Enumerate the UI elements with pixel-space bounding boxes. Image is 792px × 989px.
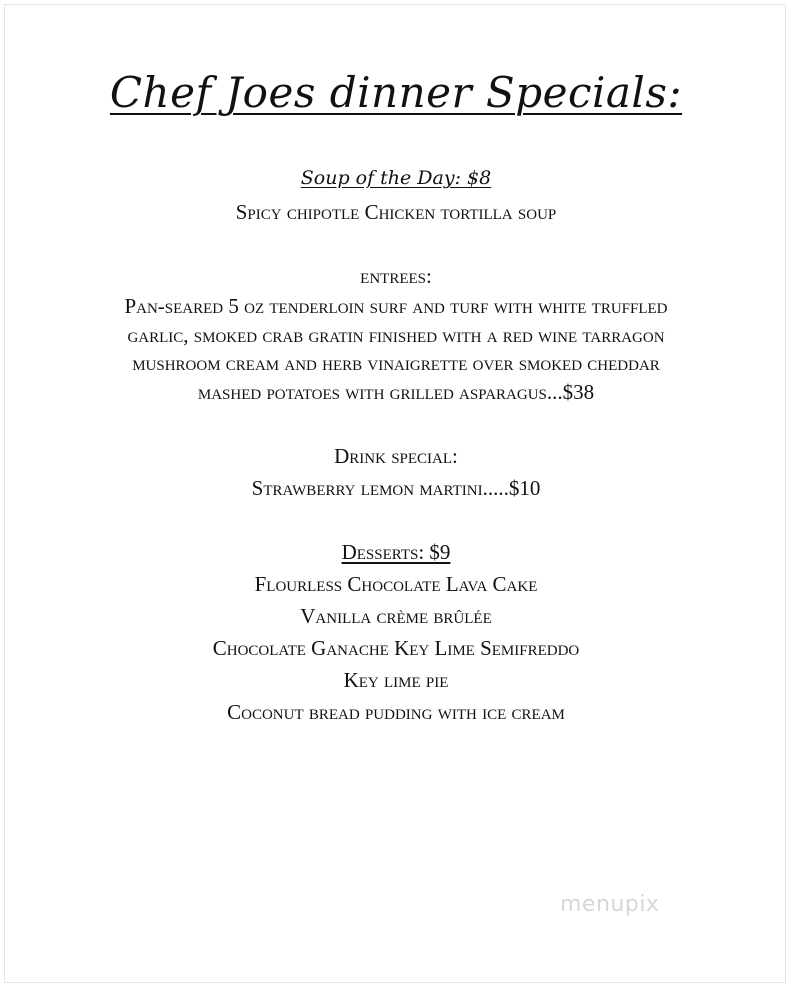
dessert-item: Coconut bread pudding with ice cream [227,700,565,724]
entree-description: Pan-seared 5 oz tenderloin surf and turf with white truffled garlic, smoked crab gratin finished with a red wine tarragon mushroom cream and herb vinaigrette over smoked cheddar mashed potatoes with grilled asparagus...$38 [124,294,668,404]
drink-item: Strawberry lemon martini.....$10 [251,476,541,500]
desserts-heading: Desserts: $9 [341,540,451,564]
soup-heading: Soup of the Day: $8 [300,167,492,189]
dessert-item: Chocolate Ganache Key Lime Semifreddo [212,636,580,660]
menu-title: Chef Joes dinner Specials: [109,68,683,117]
menupix-watermark: menupix [560,892,660,917]
soup-item: Spicy chipotle Chicken tortilla soup [235,200,557,224]
entrees-heading: entrees: [360,264,432,288]
dessert-item: Flourless Chocolate Lava Cake [254,572,538,596]
dessert-item: Key lime pie [343,668,449,692]
drink-heading: Drink special: [334,444,458,468]
dessert-item: Vanilla crème brûlée [300,604,492,628]
